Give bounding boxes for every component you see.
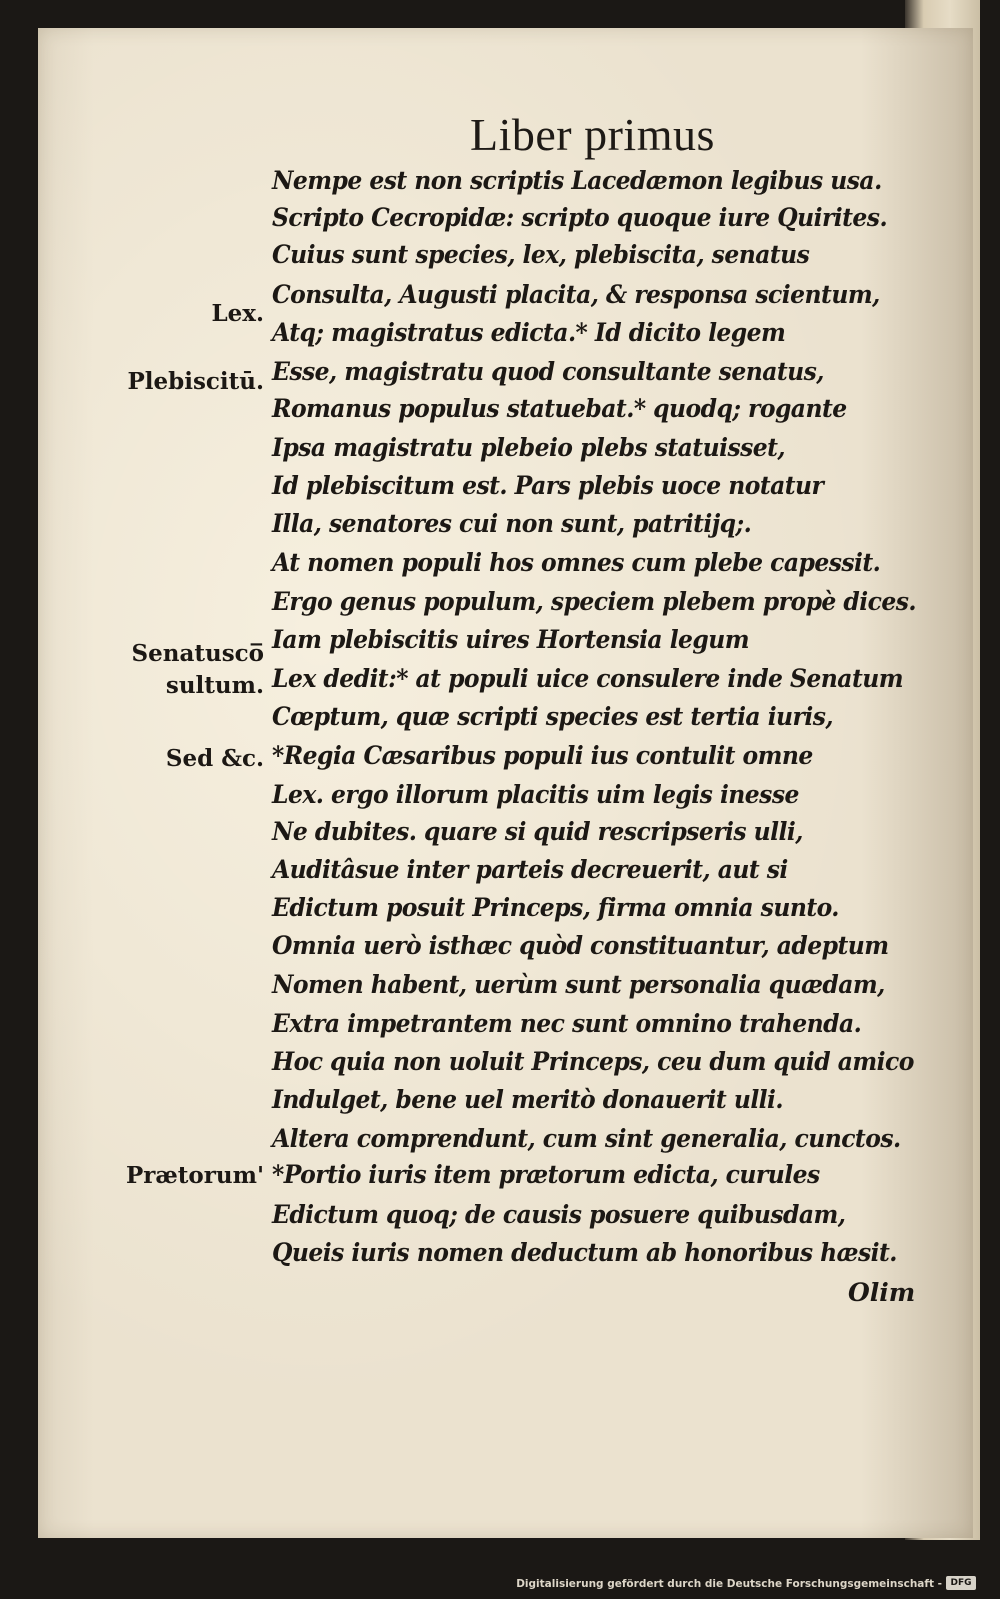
verse-line: Hoc quia non uoluit Princeps, ceu dum quid amico [272, 1047, 914, 1077]
verse-line: Ipsa magistratu plebeio plebs statuisset, [272, 433, 786, 463]
margin-note-lex: Lex. [211, 300, 264, 327]
margin-note-praetorum: Prætorum' [125, 1162, 264, 1189]
verse-line: Queis iuris nomen deductum ab honoribus hæsit. [272, 1238, 897, 1268]
verse-line: Ne dubites. quare si quid rescripseris ulli, [272, 817, 803, 847]
catchword: Olim [848, 1278, 916, 1307]
verse-line: Auditâsue inter parteis decreuerit, aut si [272, 855, 788, 885]
margin-note-sed: Sed &c. [165, 745, 264, 772]
verse-line: Esse, magistratu quod consultante senatus, [272, 357, 824, 387]
verse-line: Atq; magistratus edicta.* Id dicito legem [272, 318, 786, 348]
verse-line: Edictum posuit Princeps, firma omnia sunto. [272, 893, 839, 923]
verse-line: Nomen habent, uerùm sunt personalia quædam, [272, 970, 885, 1000]
verse-line: Nempe est non scriptis Lacedæmon legibus usa. [272, 166, 882, 196]
verse-line: Id plebiscitum est. Pars plebis uoce notatur [272, 471, 824, 501]
verse-line: Altera comprendunt, cum sint generalia, cunctos. [272, 1124, 901, 1154]
margin-note-plebiscitum: Plebiscitū. [127, 368, 264, 395]
verse-line: Cœptum, quæ scripti species est tertia iuris, [272, 702, 833, 732]
verse-line: *Portio iuris item prætorum edicta, curules [272, 1160, 820, 1190]
digitization-credit: Digitalisierung gefördert durch die Deutsche Forschungsgemeinschaft - [516, 1578, 942, 1590]
verse-line: Consulta, Augusti placita, & responsa scientum, [272, 280, 880, 310]
verse-line: Scripto Cecropidæ: scripto quoque iure Quirites. [272, 203, 888, 233]
verse-line: Lex. ergo illorum placitis uim legis inesse [272, 780, 799, 810]
verse-line: Omnia uerò isthæc quòd constituantur, adeptum [272, 931, 889, 961]
dfg-logo: DFG [946, 1576, 976, 1590]
verse-line: Lex dedit:* at populi uice consulere inde Senatum [272, 664, 904, 694]
verse-line: Indulget, bene uel meritò donauerit ulli. [272, 1085, 784, 1115]
verse-line: Cuius sunt species, lex, plebiscita, senatus [272, 240, 810, 270]
margin-note-senatusconsultum-cont: sultum. [165, 672, 264, 699]
verse-line: At nomen populi hos omnes cum plebe capessit. [272, 548, 881, 578]
verse-line: Edictum quoq; de causis posuere quibusdam, [272, 1200, 846, 1230]
verse-line: Ergo genus populum, speciem plebem propè dices. [272, 587, 916, 617]
margin-note-senatusconsultum: Senatusco̅ [131, 640, 264, 667]
verse-line: Extra impetrantem nec sunt omnino trahenda. [272, 1009, 862, 1039]
verse-line: Romanus populus statuebat.* quodq; rogante [272, 394, 847, 424]
verse-line: Illa, senatores cui non sunt, patritijq;. [272, 509, 752, 539]
verse-line: *Regia Cæsaribus populi ius contulit omne [272, 741, 813, 771]
verse-line: Iam plebiscitis uires Hortensia legum [272, 625, 750, 655]
page-title: Liber primus [470, 109, 715, 160]
